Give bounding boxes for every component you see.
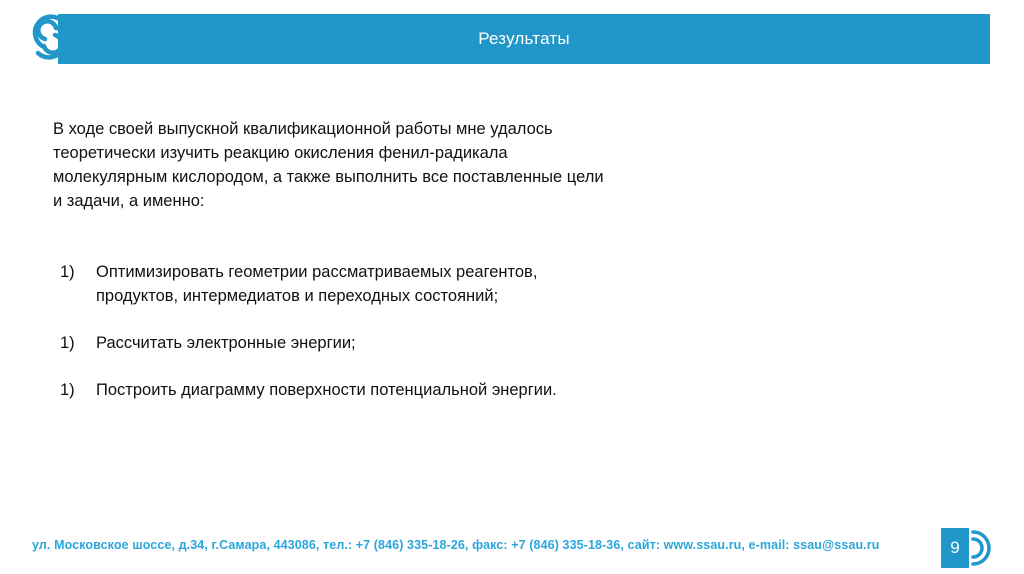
list-item <box>53 260 613 308</box>
header-bar <box>58 14 990 64</box>
page-number: 9 <box>950 538 960 557</box>
ssau-mark-icon <box>970 528 996 568</box>
list-item <box>53 378 613 402</box>
intro-paragraph: В ходе своей выпускной квалификационной работы мне удалось теоретически изучить реакцию окисления фенил-радикала молекулярным кислородом, а также выполнить все поставленные цели и задачи, а именно: <box>53 120 604 210</box>
page-number-badge <box>941 528 969 568</box>
list-item-number: 1) <box>60 381 75 399</box>
page-title: Результаты <box>478 29 570 48</box>
list-item-text: Построить диаграмму поверхности потенциальной энергии. <box>96 381 557 399</box>
footer-address: ул. Московское шоссе, д.34, г.Самара, 443086, тел.: +7 (846) 335-18-26, факс: +7 (846) 335-18-36, сайт: www.ssau.ru, e-mail: ssau@ssau.ru <box>32 538 880 552</box>
list-item-number: 1) <box>60 263 75 281</box>
list-item-text: Рассчитать электронные энергии; <box>96 334 356 352</box>
main-content <box>53 117 613 402</box>
list-item-text: Оптимизировать геометрии рассматриваемых реагентов, продуктов, интермедиатов и переходных состояний; <box>96 263 538 305</box>
list-item <box>53 331 613 355</box>
list-item-number: 1) <box>60 334 75 352</box>
